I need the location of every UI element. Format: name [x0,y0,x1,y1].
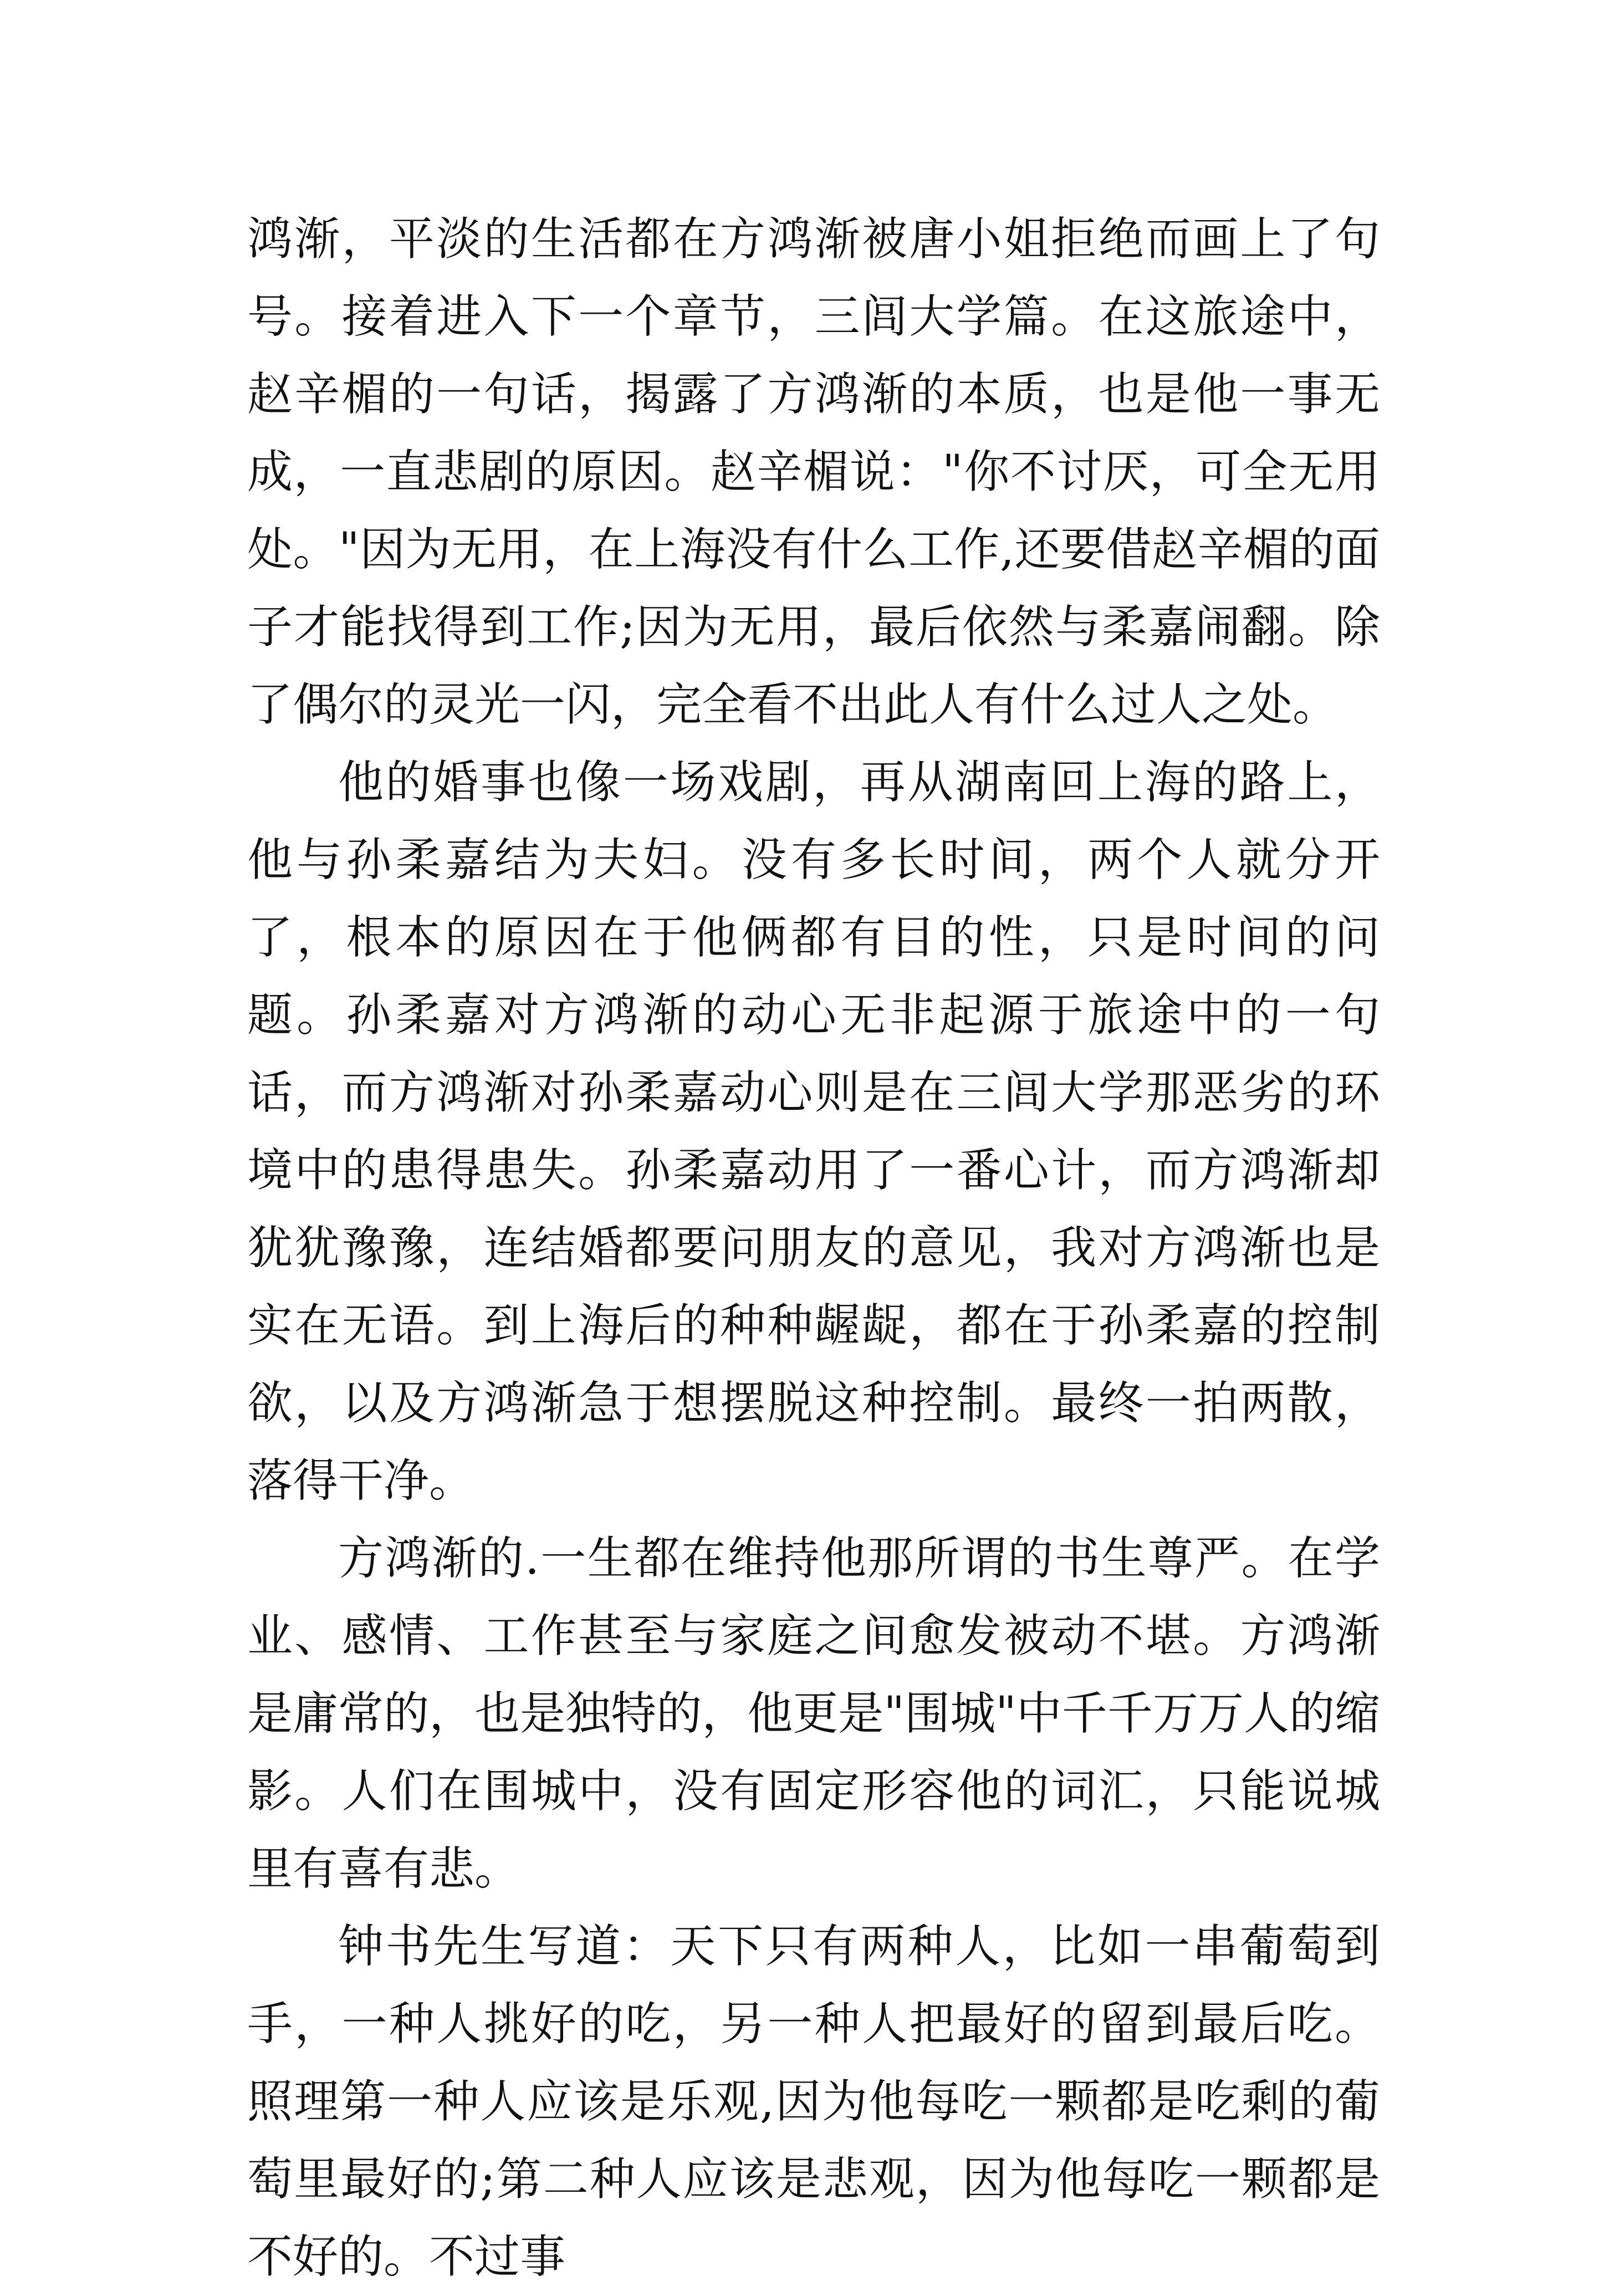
document-body [247,201,1380,2296]
paragraph-1: 鸿渐，平淡的生活都在方鸿渐被唐小姐拒绝而画上了句号。接着进入下一个章节，三闾大学篇。在这旅途中，赵辛楣的一句话，揭露了方鸿渐的本质，也是他一事无成，一直悲剧的原因。赵辛楣说："你不讨厌，可全无用处。"因为无用，在上海没有什么工作,还要借赵辛楣的面子才能找得到工作;因为无用，最后依然与柔嘉闹翻。除了偶尔的灵光一闪，完全看不出此人有什么过人之处。 [247,213,1380,731]
paragraph-4: 钟书先生写道：天下只有两种人，比如一串葡萄到手，一种人挑好的吃，另一种人把最好的留到最后吃。照理第一种人应该是乐观,因为他每吃一颗都是吃剩的葡萄里最好的;第二种人应该是悲观，因为他每吃一颗都是不好的。不过事 [247,1920,1380,2283]
paragraph-2: 他的婚事也像一场戏剧，再从湖南回上海的路上，他与孙柔嘉结为夫妇。没有多长时间，两个人就分开了，根本的原因在于他俩都有目的性，只是时间的问题。孙柔嘉对方鸿渐的动心无非起源于旅途中的一句话，而方鸿渐对孙柔嘉动心则是在三闾大学那恶劣的环境中的患得患失。孙柔嘉动用了一番心计，而方鸿渐却犹犹豫豫，连结婚都要问朋友的意见，我对方鸿渐也是实在无语。到上海后的种种龌龊，都在于孙柔嘉的控制欲，以及方鸿渐急于想摆脱这种控制。最终一拍两散，落得干净。 [247,756,1380,1507]
paragraph-3: 方鸿渐的.一生都在维持他那所谓的书生尊严。在学业、感情、工作甚至与家庭之间愈发被动不堪。方鸿渐是庸常的，也是独特的，他更是"围城"中千千万万人的缩影。人们在围城中，没有固定形容他的词汇，只能说城里有喜有悲。 [247,1532,1380,1895]
